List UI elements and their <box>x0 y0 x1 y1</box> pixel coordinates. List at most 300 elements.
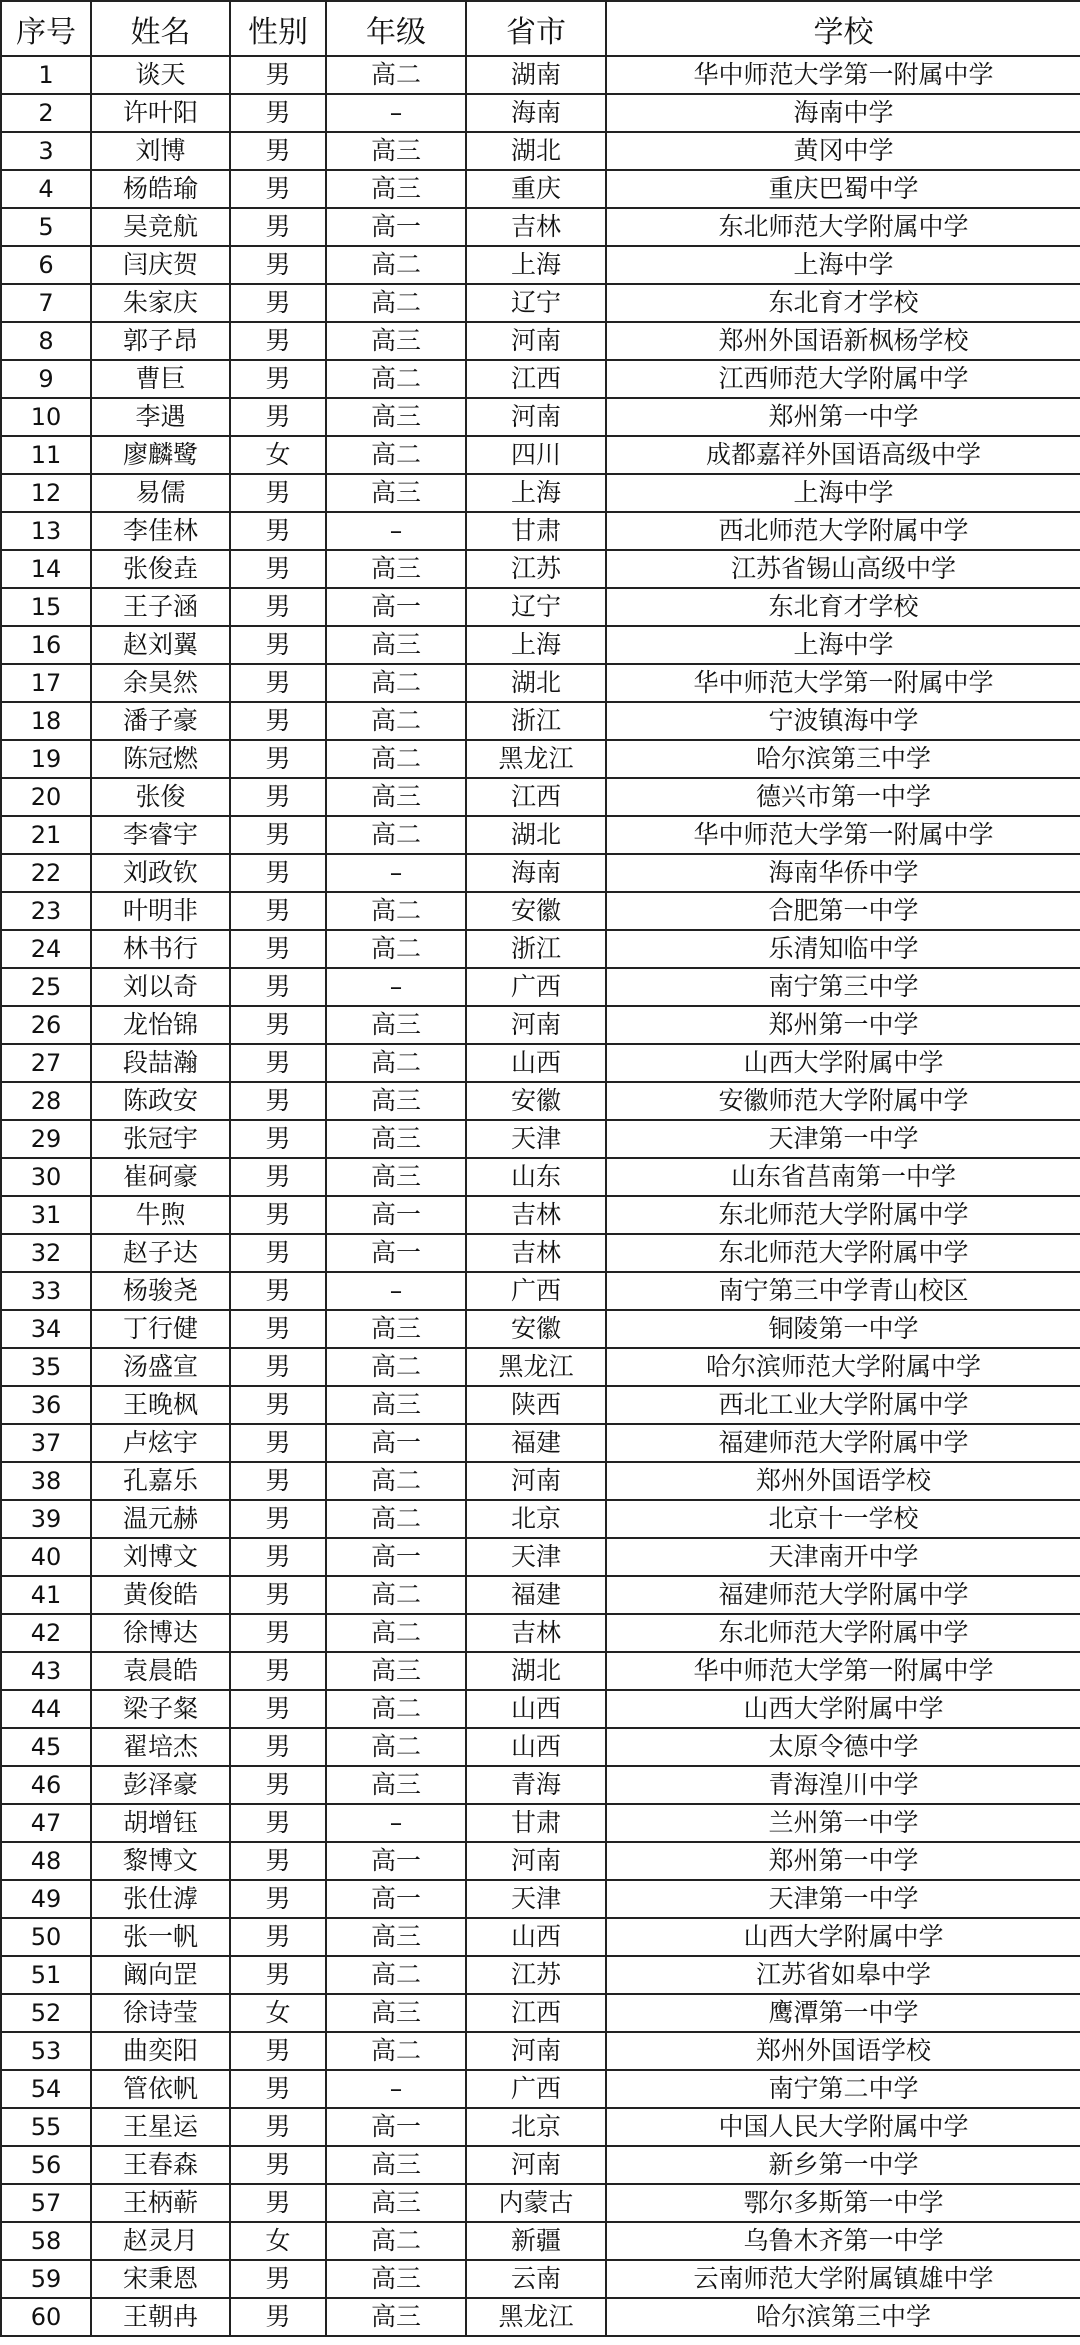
cell-school: 西北工业大学附属中学 <box>606 1386 1080 1424</box>
cell-province: 福建 <box>466 1424 606 1462</box>
cell-school: 山西大学附属中学 <box>606 1044 1080 1082</box>
cell-school: 华中师范大学第一附属中学 <box>606 664 1080 702</box>
cell-school: 兰州第一中学 <box>606 1804 1080 1842</box>
table-row <box>1 588 1080 626</box>
cell-gender: 男 <box>230 854 326 892</box>
cell-gender: 男 <box>230 1538 326 1576</box>
cell-index: 13 <box>1 512 91 550</box>
cell-gender: 女 <box>230 2222 326 2260</box>
cell-gender: 男 <box>230 1842 326 1880</box>
cell-province: 河南 <box>466 2032 606 2070</box>
cell-grade: 高三 <box>326 1386 466 1424</box>
cell-gender: 男 <box>230 1424 326 1462</box>
cell-province: 山西 <box>466 1728 606 1766</box>
cell-name: 翟培杰 <box>91 1728 230 1766</box>
cell-name: 梁子粲 <box>91 1690 230 1728</box>
cell-gender: 男 <box>230 94 326 132</box>
cell-school: 天津南开中学 <box>606 1538 1080 1576</box>
cell-index: 52 <box>1 1994 91 2032</box>
table-row <box>1 1614 1080 1652</box>
cell-grade: 高三 <box>326 550 466 588</box>
cell-grade: – <box>326 1804 466 1842</box>
cell-index: 15 <box>1 588 91 626</box>
cell-name: 王晚枫 <box>91 1386 230 1424</box>
cell-name: 闫庆贺 <box>91 246 230 284</box>
cell-grade: 高一 <box>326 208 466 246</box>
table-row <box>1 626 1080 664</box>
cell-name: 易儒 <box>91 474 230 512</box>
cell-gender: 男 <box>230 1652 326 1690</box>
cell-grade: 高三 <box>326 778 466 816</box>
table-row <box>1 2108 1080 2146</box>
cell-name: 温元赫 <box>91 1500 230 1538</box>
cell-school: 天津第一中学 <box>606 1880 1080 1918</box>
cell-school: 宁波镇海中学 <box>606 702 1080 740</box>
cell-province: 广西 <box>466 2070 606 2108</box>
cell-school: 哈尔滨第三中学 <box>606 2298 1080 2336</box>
cell-grade: 高三 <box>326 398 466 436</box>
cell-gender: 男 <box>230 930 326 968</box>
table-row <box>1 208 1080 246</box>
cell-name: 林书行 <box>91 930 230 968</box>
cell-province: 青海 <box>466 1766 606 1804</box>
cell-index: 42 <box>1 1614 91 1652</box>
cell-name: 陈冠燃 <box>91 740 230 778</box>
cell-index: 3 <box>1 132 91 170</box>
cell-name: 王朝冉 <box>91 2298 230 2336</box>
cell-index: 19 <box>1 740 91 778</box>
cell-school: 海南华侨中学 <box>606 854 1080 892</box>
cell-grade: 高一 <box>326 2108 466 2146</box>
table-row <box>1 94 1080 132</box>
cell-gender: 男 <box>230 1690 326 1728</box>
cell-grade: 高二 <box>326 892 466 930</box>
cell-grade: – <box>326 94 466 132</box>
table-row <box>1 2146 1080 2184</box>
cell-gender: 男 <box>230 474 326 512</box>
cell-index: 38 <box>1 1462 91 1500</box>
table-row <box>1 1766 1080 1804</box>
cell-index: 47 <box>1 1804 91 1842</box>
cell-school: 东北师范大学附属中学 <box>606 1614 1080 1652</box>
cell-gender: 男 <box>230 1006 326 1044</box>
table-row <box>1 930 1080 968</box>
cell-index: 50 <box>1 1918 91 1956</box>
cell-school: 太原令德中学 <box>606 1728 1080 1766</box>
table-row <box>1 56 1080 94</box>
cell-name: 赵子达 <box>91 1234 230 1272</box>
table-row <box>1 512 1080 550</box>
cell-name: 黎博文 <box>91 1842 230 1880</box>
cell-province: 海南 <box>466 94 606 132</box>
cell-grade: 高二 <box>326 816 466 854</box>
cell-province: 陕西 <box>466 1386 606 1424</box>
table-row <box>1 1880 1080 1918</box>
cell-name: 许叶阳 <box>91 94 230 132</box>
cell-index: 27 <box>1 1044 91 1082</box>
cell-province: 广西 <box>466 1272 606 1310</box>
table-row <box>1 892 1080 930</box>
table-row <box>1 170 1080 208</box>
cell-grade: 高二 <box>326 2032 466 2070</box>
cell-index: 11 <box>1 436 91 474</box>
cell-school: 北京十一学校 <box>606 1500 1080 1538</box>
cell-province: 河南 <box>466 2146 606 2184</box>
cell-grade: 高三 <box>326 132 466 170</box>
table-row <box>1 246 1080 284</box>
cell-grade: 高一 <box>326 1842 466 1880</box>
cell-province: 河南 <box>466 398 606 436</box>
cell-index: 56 <box>1 2146 91 2184</box>
cell-name: 吴竞航 <box>91 208 230 246</box>
cell-grade: 高二 <box>326 664 466 702</box>
cell-gender: 男 <box>230 2146 326 2184</box>
cell-gender: 男 <box>230 2032 326 2070</box>
cell-grade: 高二 <box>326 1576 466 1614</box>
cell-gender: 男 <box>230 2298 326 2336</box>
cell-grade: – <box>326 968 466 1006</box>
cell-school: 江西师范大学附属中学 <box>606 360 1080 398</box>
cell-school: 鄂尔多斯第一中学 <box>606 2184 1080 2222</box>
cell-name: 赵刘翼 <box>91 626 230 664</box>
cell-grade: 高三 <box>326 1994 466 2032</box>
cell-gender: 男 <box>230 1500 326 1538</box>
cell-school: 成都嘉祥外国语高级中学 <box>606 436 1080 474</box>
cell-gender: 男 <box>230 1766 326 1804</box>
cell-province: 新疆 <box>466 2222 606 2260</box>
cell-school: 郑州第一中学 <box>606 1006 1080 1044</box>
cell-name: 陈政安 <box>91 1082 230 1120</box>
cell-index: 22 <box>1 854 91 892</box>
cell-province: 安徽 <box>466 892 606 930</box>
cell-grade: 高一 <box>326 588 466 626</box>
cell-index: 16 <box>1 626 91 664</box>
cell-index: 32 <box>1 1234 91 1272</box>
cell-gender: 男 <box>230 1386 326 1424</box>
cell-index: 17 <box>1 664 91 702</box>
header-name: 姓名 <box>91 1 230 56</box>
cell-gender: 男 <box>230 284 326 322</box>
cell-grade: 高三 <box>326 170 466 208</box>
cell-province: 甘肃 <box>466 1804 606 1842</box>
table-row <box>1 664 1080 702</box>
cell-index: 55 <box>1 2108 91 2146</box>
cell-name: 王子涵 <box>91 588 230 626</box>
cell-grade: 高一 <box>326 1424 466 1462</box>
cell-gender: 男 <box>230 1196 326 1234</box>
cell-name: 李佳林 <box>91 512 230 550</box>
cell-index: 6 <box>1 246 91 284</box>
cell-name: 刘博文 <box>91 1538 230 1576</box>
table-row <box>1 1006 1080 1044</box>
cell-gender: 男 <box>230 208 326 246</box>
cell-gender: 男 <box>230 1082 326 1120</box>
table-row <box>1 816 1080 854</box>
cell-name: 王柄蕲 <box>91 2184 230 2222</box>
cell-grade: 高二 <box>326 436 466 474</box>
cell-name: 廖麟鹭 <box>91 436 230 474</box>
cell-grade: 高二 <box>326 360 466 398</box>
table-row <box>1 702 1080 740</box>
cell-index: 48 <box>1 1842 91 1880</box>
cell-school: 南宁第三中学 <box>606 968 1080 1006</box>
cell-gender: 男 <box>230 588 326 626</box>
cell-province: 湖北 <box>466 132 606 170</box>
cell-province: 浙江 <box>466 930 606 968</box>
table-header <box>1 1 1080 56</box>
table-row <box>1 1500 1080 1538</box>
cell-gender: 男 <box>230 702 326 740</box>
cell-school: 东北师范大学附属中学 <box>606 208 1080 246</box>
cell-grade: 高一 <box>326 1234 466 1272</box>
table-row <box>1 1310 1080 1348</box>
cell-grade: 高三 <box>326 1918 466 1956</box>
cell-province: 吉林 <box>466 1234 606 1272</box>
cell-name: 管依帆 <box>91 2070 230 2108</box>
cell-grade: 高三 <box>326 474 466 512</box>
cell-index: 37 <box>1 1424 91 1462</box>
cell-index: 8 <box>1 322 91 360</box>
cell-index: 2 <box>1 94 91 132</box>
table-row <box>1 1652 1080 1690</box>
cell-school: 东北师范大学附属中学 <box>606 1234 1080 1272</box>
cell-grade: 高一 <box>326 1196 466 1234</box>
cell-province: 广西 <box>466 968 606 1006</box>
cell-school: 华中师范大学第一附属中学 <box>606 816 1080 854</box>
cell-province: 安徽 <box>466 1310 606 1348</box>
cell-index: 40 <box>1 1538 91 1576</box>
cell-grade: 高三 <box>326 322 466 360</box>
cell-index: 35 <box>1 1348 91 1386</box>
table-row <box>1 778 1080 816</box>
cell-province: 上海 <box>466 626 606 664</box>
cell-school: 德兴市第一中学 <box>606 778 1080 816</box>
cell-name: 王春森 <box>91 2146 230 2184</box>
cell-gender: 男 <box>230 892 326 930</box>
cell-school: 重庆巴蜀中学 <box>606 170 1080 208</box>
cell-gender: 男 <box>230 170 326 208</box>
cell-index: 10 <box>1 398 91 436</box>
cell-gender: 男 <box>230 360 326 398</box>
table-row <box>1 1728 1080 1766</box>
cell-school: 上海中学 <box>606 474 1080 512</box>
cell-name: 卢炫宇 <box>91 1424 230 1462</box>
cell-gender: 男 <box>230 132 326 170</box>
cell-province: 江苏 <box>466 550 606 588</box>
cell-province: 浙江 <box>466 702 606 740</box>
table-row <box>1 2032 1080 2070</box>
cell-index: 21 <box>1 816 91 854</box>
table-body <box>1 56 1080 2336</box>
cell-grade: 高二 <box>326 2222 466 2260</box>
cell-gender: 男 <box>230 2184 326 2222</box>
cell-grade: 高三 <box>326 1082 466 1120</box>
cell-province: 北京 <box>466 1500 606 1538</box>
table-row <box>1 322 1080 360</box>
cell-grade: 高三 <box>326 1158 466 1196</box>
cell-gender: 男 <box>230 778 326 816</box>
cell-index: 18 <box>1 702 91 740</box>
table-row <box>1 1918 1080 1956</box>
cell-school: 新乡第一中学 <box>606 2146 1080 2184</box>
table-row <box>1 360 1080 398</box>
cell-gender: 男 <box>230 740 326 778</box>
table-row <box>1 1044 1080 1082</box>
cell-province: 天津 <box>466 1880 606 1918</box>
cell-gender: 男 <box>230 1576 326 1614</box>
cell-index: 9 <box>1 360 91 398</box>
cell-gender: 男 <box>230 56 326 94</box>
cell-grade: 高三 <box>326 1652 466 1690</box>
cell-index: 53 <box>1 2032 91 2070</box>
table-row <box>1 436 1080 474</box>
cell-grade: 高二 <box>326 1956 466 1994</box>
cell-school: 哈尔滨师范大学附属中学 <box>606 1348 1080 1386</box>
cell-school: 中国人民大学附属中学 <box>606 2108 1080 2146</box>
cell-province: 河南 <box>466 1462 606 1500</box>
cell-gender: 男 <box>230 1310 326 1348</box>
cell-province: 四川 <box>466 436 606 474</box>
cell-name: 阚向罡 <box>91 1956 230 1994</box>
cell-name: 谈天 <box>91 56 230 94</box>
cell-name: 张俊 <box>91 778 230 816</box>
cell-gender: 女 <box>230 436 326 474</box>
table-row <box>1 1386 1080 1424</box>
table-row <box>1 550 1080 588</box>
cell-gender: 男 <box>230 2070 326 2108</box>
cell-gender: 男 <box>230 1880 326 1918</box>
cell-index: 1 <box>1 56 91 94</box>
cell-school: 东北育才学校 <box>606 588 1080 626</box>
cell-school: 乐清知临中学 <box>606 930 1080 968</box>
cell-name: 袁晨皓 <box>91 1652 230 1690</box>
cell-name: 丁行健 <box>91 1310 230 1348</box>
cell-name: 张一帆 <box>91 1918 230 1956</box>
cell-school: 合肥第一中学 <box>606 892 1080 930</box>
cell-school: 上海中学 <box>606 246 1080 284</box>
cell-gender: 男 <box>230 2108 326 2146</box>
table-row <box>1 1158 1080 1196</box>
table-row <box>1 1234 1080 1272</box>
cell-grade: 高二 <box>326 1044 466 1082</box>
cell-school: 东北师范大学附属中学 <box>606 1196 1080 1234</box>
cell-index: 25 <box>1 968 91 1006</box>
table-row <box>1 284 1080 322</box>
cell-school: 南宁第二中学 <box>606 2070 1080 2108</box>
cell-school: 安徽师范大学附属中学 <box>606 1082 1080 1120</box>
cell-school: 天津第一中学 <box>606 1120 1080 1158</box>
cell-name: 刘政钦 <box>91 854 230 892</box>
cell-name: 段喆瀚 <box>91 1044 230 1082</box>
table-row <box>1 968 1080 1006</box>
cell-grade: 高二 <box>326 1728 466 1766</box>
cell-school: 福建师范大学附属中学 <box>606 1576 1080 1614</box>
cell-province: 湖北 <box>466 1652 606 1690</box>
cell-school: 山西大学附属中学 <box>606 1690 1080 1728</box>
table-row <box>1 2260 1080 2298</box>
cell-school: 青海湟川中学 <box>606 1766 1080 1804</box>
cell-province: 河南 <box>466 1842 606 1880</box>
cell-province: 山西 <box>466 1918 606 1956</box>
cell-province: 上海 <box>466 246 606 284</box>
cell-index: 58 <box>1 2222 91 2260</box>
cell-province: 山西 <box>466 1690 606 1728</box>
cell-index: 46 <box>1 1766 91 1804</box>
cell-province: 内蒙古 <box>466 2184 606 2222</box>
cell-name: 郭子昂 <box>91 322 230 360</box>
table-row <box>1 1120 1080 1158</box>
cell-gender: 男 <box>230 1272 326 1310</box>
cell-index: 36 <box>1 1386 91 1424</box>
cell-grade: 高三 <box>326 1310 466 1348</box>
cell-name: 潘子豪 <box>91 702 230 740</box>
cell-school: 鹰潭第一中学 <box>606 1994 1080 2032</box>
cell-index: 39 <box>1 1500 91 1538</box>
cell-province: 甘肃 <box>466 512 606 550</box>
header-row <box>1 1 1080 56</box>
cell-grade: 高二 <box>326 930 466 968</box>
cell-gender: 男 <box>230 968 326 1006</box>
cell-school: 郑州第一中学 <box>606 398 1080 436</box>
cell-index: 29 <box>1 1120 91 1158</box>
cell-grade: 高二 <box>326 1690 466 1728</box>
cell-grade: – <box>326 2070 466 2108</box>
cell-gender: 男 <box>230 1728 326 1766</box>
cell-gender: 女 <box>230 1994 326 2032</box>
table-row <box>1 1842 1080 1880</box>
cell-index: 7 <box>1 284 91 322</box>
cell-gender: 男 <box>230 626 326 664</box>
cell-grade: 高三 <box>326 626 466 664</box>
table-row <box>1 1196 1080 1234</box>
cell-grade: 高二 <box>326 1462 466 1500</box>
cell-name: 牛煦 <box>91 1196 230 1234</box>
cell-province: 云南 <box>466 2260 606 2298</box>
cell-gender: 男 <box>230 1044 326 1082</box>
cell-grade: 高三 <box>326 1120 466 1158</box>
cell-gender: 男 <box>230 1234 326 1272</box>
cell-province: 天津 <box>466 1120 606 1158</box>
cell-index: 44 <box>1 1690 91 1728</box>
cell-grade: – <box>326 854 466 892</box>
cell-gender: 男 <box>230 246 326 284</box>
cell-name: 龙怡锦 <box>91 1006 230 1044</box>
cell-name: 汤盛宣 <box>91 1348 230 1386</box>
cell-province: 黑龙江 <box>466 2298 606 2336</box>
cell-name: 张冠宇 <box>91 1120 230 1158</box>
cell-grade: 高三 <box>326 2298 466 2336</box>
cell-index: 30 <box>1 1158 91 1196</box>
cell-index: 24 <box>1 930 91 968</box>
cell-grade: 高三 <box>326 2184 466 2222</box>
cell-province: 重庆 <box>466 170 606 208</box>
cell-school: 郑州外国语新枫杨学校 <box>606 322 1080 360</box>
table-row <box>1 1690 1080 1728</box>
cell-index: 28 <box>1 1082 91 1120</box>
cell-index: 12 <box>1 474 91 512</box>
cell-gender: 男 <box>230 1120 326 1158</box>
cell-gender: 男 <box>230 664 326 702</box>
cell-school: 郑州外国语学校 <box>606 1462 1080 1500</box>
cell-province: 黑龙江 <box>466 1348 606 1386</box>
cell-grade: 高三 <box>326 2260 466 2298</box>
cell-province: 辽宁 <box>466 284 606 322</box>
cell-grade: 高二 <box>326 1614 466 1652</box>
table-row <box>1 1272 1080 1310</box>
cell-school: 郑州外国语学校 <box>606 2032 1080 2070</box>
cell-name: 刘以奇 <box>91 968 230 1006</box>
cell-name: 张仕滹 <box>91 1880 230 1918</box>
